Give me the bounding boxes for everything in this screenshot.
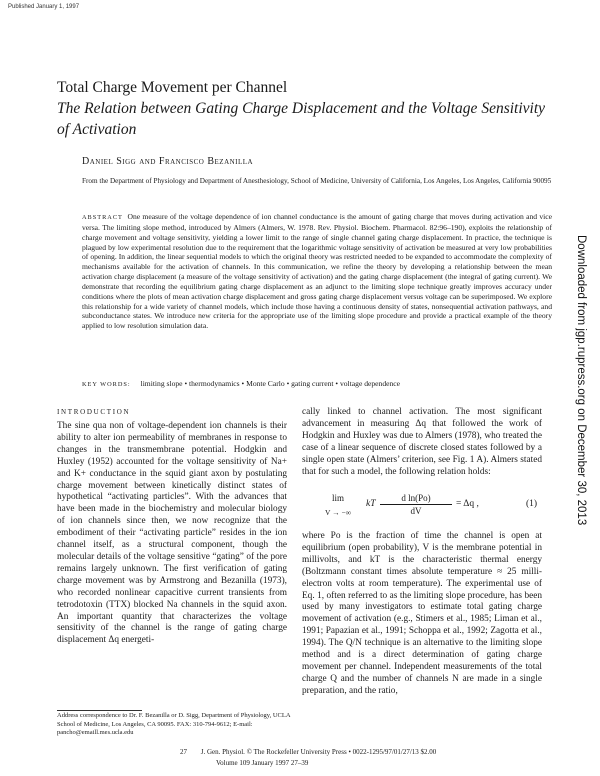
intro-column-right-top: cally linked to channel activation. The most significant advancement in measuring Δq that followed the work of Hodgkin and Huxley was due to Almers (1978), who treated the case of a linear sequence of discrete closed states followed by a single open state (Almers’ criterion, see Fig. 1 A). Almers stated that for such a model, the following relation holds: <box>302 407 542 477</box>
article-title: Total Charge Movement per Channel <box>57 79 288 96</box>
equation-lim-text: lim <box>331 493 344 503</box>
intro-column-left: The sine qua non of voltage-dependent ion channels is their ability to alter ion permeability of membranes in response to changes in the transmembrane potential. Hodgkin and Huxley (1952) accounted for the voltage sensitivity of Na+ and K+ conductance in the squid giant axon by postulating charge movement between kinetically distinct states of hypothetical “activating particles”. With the advances that have been made in the biochemistry and molecular biology of ion channels since then, we now recognize that the embodiment of their “activating particle” resides in the ion channel itself, as a structural component, though the molecular details of the voltage sensitive “gating” of the pore remains largely unknown. The first verification of gating charge movement was by Armstrong and Bezanilla (1973), who recorded nonlinear capacitive current transients from tetrodotoxin (TTX) blocked Na channels in the squid axon. An important quantity that characterizes the voltage sensitivity of the channel is the range of gating charge displacement Δq energeti- <box>57 421 287 646</box>
intro-column-right-bottom: where Po is the fraction of time the channel is open at equilibrium (open probability), V is the membrane potential in millivolts, and kT is the characteristic thermal energy (Boltzmann constant times absolute temperature ≈ 25 milli-electron volts at room temperature). The experimental use of Eq. 1, often referred to as the limiting slope procedure, has been used by many investigators to estimate total gating charge movement of activation (e.g., Stimers et al., 1985; Liman et al., 1991; Papazian et al., 1991; Schoppa et al., 1992; Zagotta et al., 1994). The Q/N technique is an alternative to the limiting slope method and is a direct determination of gating charge movement per channel. Independent measurements of the total charge Q and the number of channels N are made in a single preparation, and the ratio, <box>302 531 542 696</box>
equation-rhs: = Δq , <box>456 499 479 509</box>
keywords-text: limiting slope • thermodynamics • Monte Carlo • gating current • voltage dependence <box>140 379 401 388</box>
abstract <box>82 212 552 331</box>
correspondence-footnote: Address correspondence to Dr. F. Bezanilla or D. Sigg, Department of Physiology, UCLA School of Medicine, Los Angeles, CA 90095. FAX: 310-794-9612; E-mail: pancho@emaill.mes.ucla.edu <box>57 712 291 736</box>
published-date: Published January 1, 1997 <box>8 4 80 10</box>
equation-fraction <box>380 493 452 516</box>
download-watermark <box>573 235 589 595</box>
page-number: 27 <box>180 748 187 756</box>
footnote-rule <box>57 710 142 711</box>
equation-number: (1) <box>526 499 538 509</box>
equation-limit <box>316 493 360 517</box>
affiliation: From the Department of Physiology and Department of Anesthesiology, School of Medicine, University of California, Los Angeles, Los Angeles, California 90095 <box>82 177 552 185</box>
equation-1 <box>316 493 546 521</box>
equation-denominator: dV <box>410 506 422 516</box>
download-watermark-text[interactable]: Downloaded from jgp.rupress.org on December 30, 2013 <box>575 235 587 526</box>
article-subtitle: The Relation between Gating Charge Displacement and the Voltage Sensitivity of Activation <box>57 100 546 138</box>
abstract-text: One measure of the voltage dependence of ion channel conductance is the amount of gating charge that moves during activation and vice versa. The limiting slope method, introduced by Almers (Almers, W. 1978. Rev. Physiol. Biochem. Pharmacol. 82:96–190), exploits the relationship of charge movement and voltage sensitivity, yielding a lower limit to the range of single channel gating charge displacement. In practice, the technique is plagued by low experimental resolution due to the requirement that the logarithmic voltage sensitivity of activation be measured at very low probabilities of opening. In addition, the linear sequential models to which the original theory was restricted needed to be expanded to accommodate the complexity of mechanisms available for the activation of channels. In this communication, we refine the theory by developing a relationship between the mean activation charge displacement (a measure of the voltage sensitivity of activation) and the gating charge displacement (the integral of gating current). We demonstrate that recording the equilibrium gating charge displacement as an adjunct to the limiting slope technique greatly improves accuracy under conditions where the plots of mean activation charge displacement and gross gating charge displacement versus voltage can be superimposed. We explore this relationship for a wide variety of channel models, which include those having a continuous density of states, nonsequential activation pathways, and subconductance states. We introduce new criteria for the appropriate use of the limiting slope procedure and provide a practical example of the theory applied to low resolution simulation data. <box>82 212 553 331</box>
abstract-label: ABSTRACT <box>82 214 123 221</box>
keywords-label: KEY WORDS: <box>82 381 131 388</box>
equation-numerator: d ln(Po) <box>380 493 452 505</box>
journal-footer <box>180 748 580 756</box>
equation-kt: kT <box>366 499 376 509</box>
section-heading-introduction: INTRODUCTION <box>57 408 131 416</box>
keywords <box>82 379 552 388</box>
volume-info: Volume 109 January 1997 27–39 <box>216 759 309 767</box>
authors: Daniel Sigg and Francisco Bezanilla <box>82 156 254 167</box>
equation-limit-subscript: V → −∞ <box>324 508 352 517</box>
journal-citation: J. Gen. Physiol. © The Rockefeller University Press • 0022-1295/97/01/27/13 $2.00 <box>200 748 437 756</box>
